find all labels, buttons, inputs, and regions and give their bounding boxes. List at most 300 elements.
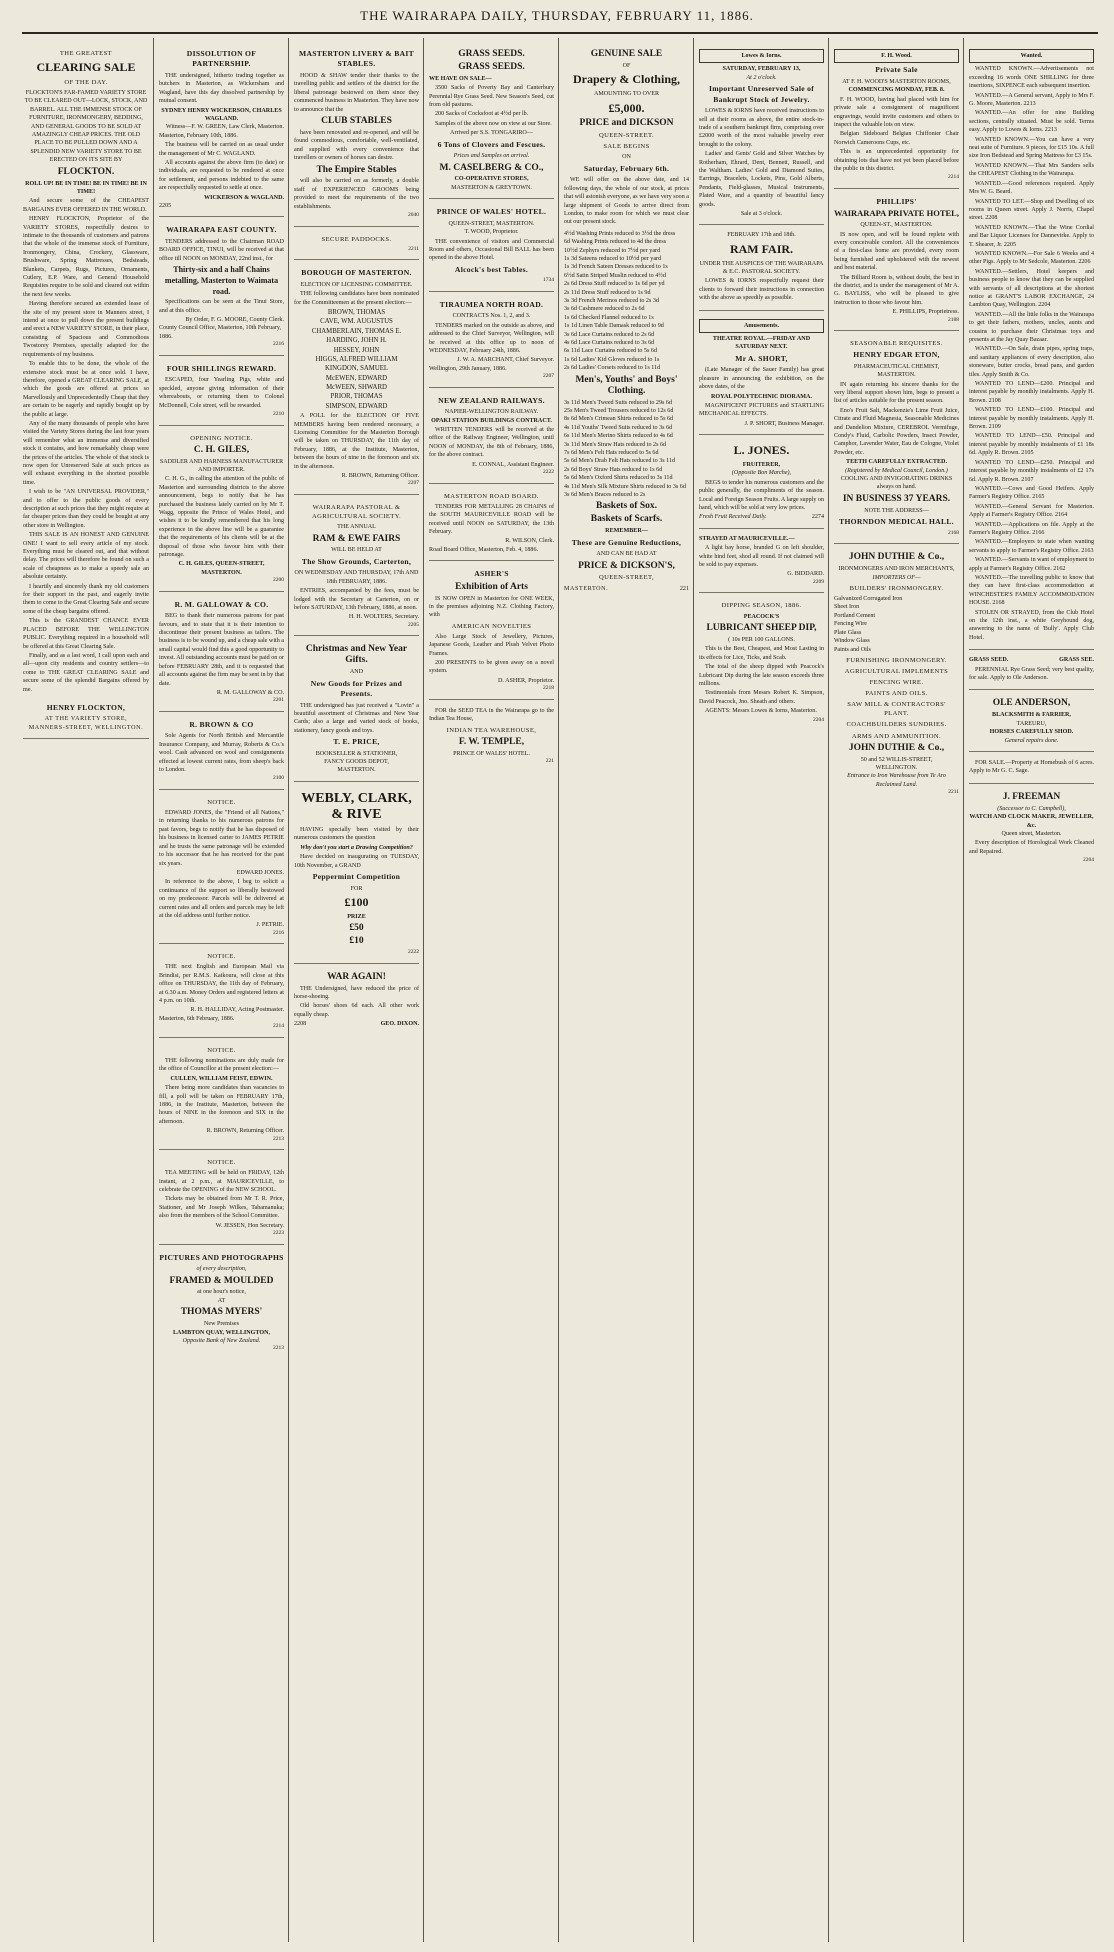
wanted-line: WANTED KNOWN.—That Mrs Sanders sells the CHEAPEST Clothing in the Wairarapa. [969, 162, 1094, 178]
ad-body: HOOD & SHAW tender their thanks to the travelling public and settlers of the district for the liberal patronage bestowed on them since they commenced business in Masterton. They have now to announce that the [294, 72, 419, 113]
ad-text: A POLL for the ELECTION OF FIVE MEMBERS having been rendered necessary, a Licensing Committee for the Masterton Borough will be taken on THURSDAY, the 11th day of February, 1886, at the Institute, Masterton, between the hours of nine in the forenoon and six in the afternoon. [294, 413, 419, 470]
ad-title: GRASS SEEDS. [458, 49, 525, 59]
ad-headline: THE GREATEST [59, 50, 113, 57]
ad-scarfs: Baskets of Scarfs. [590, 514, 663, 525]
ad-body: Sole Agents for North British and Mercantile Insurance Company, and Murray, Roberts & Co.'s wool. Cash advanced on wool and consignments effected at lowest current rates, from sheep's back to London. [159, 733, 284, 773]
price-line: 5s 6d Men's Oxford Shirts reduced to 3s 11d [564, 475, 673, 482]
ad-title: NOTICE. [207, 1159, 236, 1167]
wanted-line: WANTED TO LEND—£50. Principal and interest payable by monthly instalments of £1 18s 6d. Apply R. Brown. 2105 [969, 433, 1094, 457]
ad-body: TENDERS addressed to the Chairman ROAD BOARD OFFICE, TINUI, will be received at that office till NOON on MONDAY, 22nd inst., for [159, 238, 284, 262]
wanted-line: WANTED TO LEND—£100. Principal and interest payable by monthly instalments. Apply H. Brown. 2109 [969, 407, 1094, 431]
ad-body: TENDERS FOR METALLING 28 CHAINS of the SOUTH MAURICEVILLE ROAD will be received until NOON on SATURDAY, the 13th February. [429, 503, 554, 535]
price-line: 2s 6d Ladies' Corsets reduced to 1s 11d [564, 365, 661, 372]
ad-text: of every description, [196, 1266, 247, 1273]
ad-title: GRASS SEED. [969, 657, 1009, 664]
ad-text: Old horses' shoes 6d each. All other work equally cheap. [294, 1003, 419, 1018]
candidate-list [294, 308, 419, 411]
ad-witness: Witness—F. W. GREEN, Law Clerk, Masterton. [165, 124, 284, 131]
ad-gift: 200 PRESENTS to be given away on a novel system. [429, 660, 554, 675]
ad-body: A light bay horse, branded G on left shoulder, white hind feet, shod all round. If not claimed will be sold to pay expenses. [699, 545, 824, 569]
ad-body: ENTRIES, accompanied by the fees, must be lodged with the Secretary at Carterton, on or before SATURDAY, 13th February, 1886, at noon. [294, 588, 419, 611]
wanted-line: WANTED.—The travelling public to know that they can have first-class accommodation at WINCHESTER'S FAMILY ACCOMMODATION HOUSE. 2168 [969, 574, 1094, 607]
wanted-line: WANTED.—A General servant, Apply to Mrs F. G. Moore, Masterton. 2213 [969, 92, 1094, 108]
ad-shop: FANCY GOODS DEPOT, [324, 759, 389, 766]
ad-street: QUEEN-ST., MASTERTON. [860, 222, 933, 229]
duthie-ironmongers-ad [834, 547, 959, 803]
ad-opp: PRINCE OF WALES' HOTEL. [453, 750, 530, 757]
ad-names: CULLEN, WILLIAM FEIST, EDWIN. [170, 1075, 273, 1082]
ad-name: JOHN DUTHIE & Co., [848, 742, 945, 753]
candidate: HARDING, JOHN H. [326, 337, 387, 345]
ad-title: WAIRARAPA EAST COUNTY. [166, 225, 277, 235]
goods-item: Portland Cement [834, 612, 876, 619]
ad-title: WEBLY, CLARK, & RIVE [301, 790, 412, 822]
ad-city: MASTERTON. [877, 372, 916, 379]
ad-text: There being more candidates than vacancies to fill, a poll will be taken on FEBRUARY 17th, 1886, in the Institute, Masterton, between the hours of NINE in the forenoon and SIX in the afternoon. [159, 1085, 284, 1125]
ad-big: Drapery & Clothing, [573, 72, 680, 87]
ad-sub: WILL BE HELD AT [331, 547, 382, 554]
column-6 [693, 38, 828, 1942]
ad-body: TEA MEETING will be held on FRIDAY, 12th instant, at 2 p.m., at MAURICEVILLE, to celebrate the OPENING of the NEW SCHOOL. [159, 1170, 284, 1194]
price-line: 2s 11d Dress Stuff reduced to 1s 9d [564, 289, 651, 296]
candidate: HIGGS, ALFRED WILLIAM [315, 355, 398, 363]
ad-text: The Billiard Room is, without doubt, the best in the district, and is under the management of Mr A. G. BAYLISS, who will be pleased to give instruction to those who favour him. [834, 274, 959, 306]
ad-number: 2201 [273, 697, 284, 704]
ad-sub: INDIAN TEA WAREHOUSE, [446, 726, 537, 734]
ad-number: 2222 [543, 469, 554, 476]
giles-saddler-ad [159, 429, 284, 592]
ad-arrive: Arrived per S.S. TONGARIRO— [450, 130, 533, 137]
ad-number: 2223 [273, 1230, 284, 1237]
ad-big: WAIRARAPA PRIVATE HOTEL, [834, 208, 959, 219]
ad-body: FLOCKTON'S FAR-FAMED VARIETY STORE TO BE CLEARED OUT—LOCK, STOCK, AND BARREL. ALL THE IMMENSE STOCK OF FURNITURE, IRONMONGERY, BEDDING, AND GENERAL GOODS TO BE SOLD AT AMAZINGLY CHEAP PRICES. THE OLD PLACE TO BE PULLED DOWN AND A SPLENDID NEW VARIETY STORE TO BE ERECTED ON ITS SITE BY [24, 89, 148, 164]
ad-body: THE following nominations are duly made for the office of Councillor at the present election:— [159, 1057, 284, 1073]
borough-election-ad [294, 263, 419, 495]
ad-paragraph: THIS SALE IS AN HONEST AND GENUINE ONE! I want to sell every article of my stock. Everything must be cleared out, and that without delay. The prices will therefore be found on such a scale of cheapness as to make a speedy sale an absolute certainty. [23, 532, 149, 581]
ad-title: NEW ZEALAND RAILWAYS. [438, 395, 545, 405]
goods-item: Sheet Iron [834, 604, 860, 611]
ad-remember: REMEMBER— [605, 528, 648, 535]
ad-title: MASTERTON ROAD BOARD. [444, 492, 539, 500]
ad-sign: E. CONNAL, Assistant Engineer. [472, 461, 554, 468]
ad-sub: PAINTS AND OILS. [865, 690, 928, 698]
ad-number: 2216 [273, 929, 284, 936]
ad-street: TAREURU, [1016, 720, 1047, 727]
ad-text: The total of the sheep dipped with Peacock's Lubricant Dip during the late season exceeds three millions. [699, 664, 824, 687]
ad-title: SEASONABLE REQUISITES. [850, 340, 943, 348]
ram-fair-ad [699, 228, 824, 310]
price-line: 2s 6d Dress Stuff reduced to 1s 6d per yd [564, 281, 665, 288]
ad-footer [564, 585, 689, 593]
ad-sign: R. BROWN, Returning Officer. [341, 472, 419, 479]
ad-body: will also be carried on as formerly, a double staff of EXPERIENCED GROOMS being provided to meet the requirements of the two establishments. [294, 178, 419, 210]
ad-terms: Sale at 3 o'clock. [740, 211, 783, 218]
ad-paragraph: This is the GRANDEST CHANCE EVER PLACED BEFORE THE WELLINGTON PUBLIC. Everything required in a household will be offered at this Great Clearing Sale. [23, 618, 149, 650]
prince-of-wales-hotel-ad [429, 202, 554, 292]
ad-sub: THE ANNUAL [337, 524, 376, 531]
flockton-clearing-sale-ad [23, 44, 149, 739]
wanted-line: WANTED.—General Servant for Masterton. Apply at Farmer's Registry Office. 2164 [969, 503, 1094, 519]
ad-sign: R. H. HALLIDAY, Acting Postmaster. [190, 1007, 284, 1014]
candidate: McEWEN, EDWARD [325, 374, 388, 382]
ad-question: Why don't you start a Drawing Competition? [300, 844, 413, 851]
ad-sub: THEATRE ROYAL.—FRIDAY AND SATURDAY NEXT. [712, 336, 811, 351]
price-line: 25s Men's Tweed Trousers reduced to 12s 6d [564, 407, 674, 414]
ad-trade: IRONMONGERS AND IRON MERCHANTS, [838, 566, 955, 573]
ad-sign: GEO. DIXON. [380, 1021, 419, 1028]
ad-title: ASHER'S [474, 569, 509, 579]
ad-body: IS now open, and will be found replete with every conceivable comfort. All the conveniences of a first-class home are provided, every room being furnished and upholstered with the newest and best material. [834, 231, 959, 272]
wanted-line: STOLEN OR STRAYED, from the Club Hotel on the 12th inst., a white Greyhound dog, answering to the name of 'Bully'. Apply Club Hotel. [969, 609, 1094, 641]
ad-paragraph: HENRY FLOCKTON, Proprietor of the VARIETY STORES, respectfully desires to intimate to the thousands of customers and patrons that the whole of the immense stock of Furniture, Ironmongery, China, Crockery, Glassware, Brushware, Spring Mattresses, Bedsteads, Blankets, Carpets, Rugs, Pictures, Ornaments, Cutlery, E.P. Ware, and General Household Requisites require to be sold and cleared out within the next few weeks. [23, 216, 149, 298]
ad-sum: £5,000. [608, 100, 645, 115]
ad-name: HENRY EDGAR ETON, [853, 350, 940, 360]
freeman-watchmaker-ad [969, 787, 1094, 871]
ad-when: ON WEDNESDAY AND THURSDAY, 17th AND 18th FEBRUARY, 1886. [294, 570, 419, 585]
webly-clark-rive-ad [294, 785, 419, 964]
ad-office: County Council Office, Masterton, 10th February, 1886. [159, 325, 282, 340]
wanted-line: WANTED.—Good references required. Apply Mrs W. G. Beard. [969, 180, 1094, 196]
column-5 [558, 38, 693, 1942]
ad-subtitle: OF THE DAY. [64, 78, 108, 86]
ad-co: CO-OPERATIVE STORES, [454, 176, 529, 183]
goods-list [834, 595, 959, 654]
ad-sub: SAW MILL & CONTRACTORS' PLANT. [847, 701, 946, 718]
ad-sub: (Successor to C. Campbell), [997, 805, 1066, 812]
ad-number: 2100 [273, 775, 284, 782]
ad-name: THOMAS MYERS' [180, 1307, 263, 1318]
ad-spec: Specifications can be seen at the Tinui Store, and at this office. [159, 299, 284, 314]
ad-sign: E. PHILLIPS, Proprietress. [892, 309, 959, 316]
lowes-iorns-jewelry-ad [699, 44, 824, 225]
ad-sub: FURNISHING IRONMONGERY. [846, 656, 947, 664]
councillor-notice-ad [159, 1041, 284, 1150]
ad-big: IN BUSINESS 37 YEARS. [842, 493, 951, 504]
ad-big: RAM & EWE FAIRS [312, 533, 401, 544]
ad-coll: COOLING AND INVIGORATING DRINKS always on hand. [840, 476, 953, 491]
ad-and: AND [349, 669, 364, 676]
candidate: CAVE, WM. AUGUSTUS [320, 318, 393, 326]
ad-title: DISSOLUTION OF PARTNERSHIP. [186, 49, 257, 69]
candidate: HESSEY, JOHN [333, 346, 380, 354]
ad-number: 2274 [811, 514, 824, 521]
grass-seeds-ad [429, 44, 554, 199]
ad-text: MAGNIFICENT PICTURES and STARTLING MECHANICAL EFFECTS. [699, 402, 824, 418]
jones-notice-ad [159, 793, 284, 944]
asher-exhibition-ad [429, 564, 554, 700]
candidate: CHAMBERLAIN, THOMAS E. [311, 327, 402, 335]
ad-sub: BUILDERS' IRONMONGERY. [849, 584, 944, 592]
amusements-ad [699, 314, 824, 436]
ad-order: By Order, F. G. MOORE, County Clerk. [185, 317, 284, 324]
ad-body: THE following candidates have been nominated for the Committeemen at the present election:— [294, 291, 419, 306]
ad-prop: T. WOOD, Proprietor. [464, 229, 519, 236]
ad-sign: R. WILSON, Clerk. [505, 538, 554, 545]
ad-footer [294, 1020, 419, 1028]
ad-body: FOR SALE.—Property at Homebush of 6 acres. Apply to Mr G. C. Sage. [969, 759, 1094, 775]
price-line: 3s 11d Men's Tweed Suits reduced to 29s 6d [564, 399, 672, 406]
ad-body: WE will offer on the above date, and 14 following days, the whole of our stock, at prices that will astonish everyone, as we have very soon a large shipment of Goods to arrive direct from London, to make room for which we must clear out our present stock. [564, 177, 689, 226]
wanted-line: WANTED KNOWN.—You can have a very neat suite of Furniture. 9 pieces, for £15 10s. A full size Iron Bedstead and Spring Mattress for £3 15s. [969, 136, 1094, 160]
ad-note: NOTE THE ADDRESS— [864, 507, 929, 514]
ad-paragraph: I heartily and sincerely thank my old customers for their support in the past, and eagerly invite them to come to the Great Clearing Sale and secure some of the cheap bargains offered. [23, 583, 149, 615]
ad-teeth: TEETH CAREFULLY EXTRACTED. [846, 459, 947, 466]
ad-number: 2211 [948, 789, 959, 796]
ad-number: 2168 [948, 529, 959, 536]
ad-number: 2204 [1083, 857, 1094, 864]
ad-show: ROYAL POLYTECHNIC DIORAMA. [711, 393, 812, 400]
ad-sub: New Goods for Prizes and Presents. [310, 678, 403, 699]
ad-body: WE HAVE ON SALE— [429, 75, 492, 82]
ad-name: M. CASELBERG & CO., [439, 162, 544, 173]
ad-shod: HORSES CAREFULLY SHOD. [989, 729, 1074, 736]
ad-number: 2213 [273, 1135, 284, 1142]
ad-paragraph: Finally, and as a last word, I call upon each and all—upon city residents and country settlers—to come to THE GREAT CLEARING SALE and secure some of the splendid Bargains offered by me. [23, 652, 149, 693]
price-line: 8s 6d Men's Crimean Shirts reduced to 5s 6d [564, 416, 674, 423]
ad-trade: BOOKSELLER & STATIONER, [315, 750, 398, 757]
ad-amount: £100 [344, 894, 369, 909]
ad-apply: AND CAN BE HAD AT [596, 551, 657, 558]
ad-names: SYDNEY HENRY WICKERSON, CHARLES WAGLAND. [161, 107, 282, 122]
ad-sub: The Show Grounds, Carterton, [301, 556, 412, 566]
ad-trade: PHARMACEUTICAL CHEMIST, [853, 363, 940, 370]
ad-body: IN again returning his sincere thanks for the very liberal support shown him, begs to present a list of articles suitable for the present season. [834, 381, 959, 405]
ad-hall: THORNDON MEDICAL HALL. [839, 517, 954, 527]
goods-item: Paints and Oils [834, 646, 871, 653]
ad-title: R. BROWN & CO [189, 719, 254, 729]
ad-items: 200 Sacks of Cocksfoot at 4½d per lb. [435, 111, 529, 118]
ad-sub: OPAKI STATION BUILDINGS CONTRACT. [431, 417, 552, 424]
goods-item: Plate Glass [834, 629, 862, 636]
ad-note: Every description of Horological Work Cleaned and Repaired. [969, 840, 1094, 855]
ad-sign: R. M. GALLOWAY & CO. [216, 689, 284, 696]
candidate: SIMPSON, EDWARD [325, 402, 388, 410]
phillips-hotel-ad [834, 192, 959, 331]
goods-item: Window Glass [834, 638, 870, 645]
ad-trade: FRUITERER, [742, 462, 781, 468]
price-line: 1s 3d French Sateen Dresses reduced to 1s [564, 264, 668, 271]
price-line: 6d Washing Prints reduced to 4d the dress [564, 239, 667, 246]
ad-imp: IMPORTERS OF— [872, 574, 921, 581]
ad-text: at one hour's notice, [197, 1289, 246, 1296]
ad-address: LAMBTON QUAY, WELLINGTON, [172, 1329, 271, 1336]
wanted-ads [969, 44, 1094, 650]
ad-number: 2205 [159, 203, 172, 210]
ad-sub: AMERICAN NOVELTIES [451, 622, 532, 630]
wanted-line: WANTED.—Settlers, Hotel keepers and business people to know that they can be supplied with servants of all descriptions at the shortest notice at GRANT'S LABOR EXCHANGE, 24 Lambton Quay, Wellington. 2204 [969, 268, 1094, 309]
ad-paragraph: And secure some of the CHEAPEST BARGAINS EVER OFFERED IN THE WORLD. [23, 198, 149, 213]
ad-shod-sub: General repairs done. [1004, 737, 1059, 744]
wanted-line: WANTED.—Employers to state when wanting servants to apply to Farmer's Registry Office. 2163 [969, 539, 1094, 554]
ad-at: AT F. H. WOOD'S MASTERTON ROOMS, [842, 78, 951, 85]
ad-sub: Private Sale [875, 65, 918, 75]
ad-title: Amusements. [699, 319, 824, 333]
ad-title: NOTICE. [207, 953, 236, 961]
ad-body: THE convenience of visitors and Commercial Room and others, Occasional Bill BALL has been opened in the above Hotel. [429, 238, 554, 262]
ad-title: OPENING NOTICE. [190, 434, 253, 442]
ad-prize: Peppermint Competition [312, 872, 401, 882]
ad-prize-10: £10 [349, 936, 364, 947]
ad-title: TIRAUMEA NORTH ROAD. [439, 299, 544, 309]
column-1 [18, 38, 153, 1942]
tea-meeting-ad [159, 1153, 284, 1245]
ad-number: 2207 [543, 373, 554, 380]
price-line: 5s 6d Men's Drab Felt Hats reduced to 3s 11d [564, 458, 676, 465]
column-8 [963, 38, 1098, 1942]
ad-sub: CLUB STABLES [321, 115, 392, 126]
war-again-ad [294, 967, 419, 1035]
ad-cert: Testimonials from Messrs Robert K. Simpson, David Peacock, Jno. Sheath and others. [699, 690, 824, 705]
price-line: 4s 11d Youths' Tweed Suits reduced to 3s 6d [564, 424, 673, 431]
ad-title: R. M. GALLOWAY & CO. [174, 599, 269, 609]
ad-ton: 6 Tons of Clovers and Fescues. [437, 139, 546, 149]
ad-title: WAR AGAIN! [327, 971, 386, 982]
ad-date: Saturday, February 6th. [583, 163, 670, 173]
ad-number: 2214 [273, 1023, 284, 1030]
ad-body: have been renovated and re-opened, and will be found commodious, comfortable, well-ventilated, and supplied with every convenience that travellers or owners of horses can desire. [294, 129, 419, 162]
ad-list: Ladies' and Gents' Gold and Silver Watches by Rotherham, Ehrard, Dent, Bennett, Russell, and the Waltham. Ladies' Gold and Diamond Suites, Earrings, Bracelets, Lockets, Pins, Gold Alberts, Pendants, Field-glasses, Musical Instruments, Plated Ware, and a quantity of beautiful fancy goods. [699, 151, 824, 208]
price-line: 3s 6d Cashmere reduced to 2s 6d [564, 306, 645, 313]
ad-city: WELLINGTON. [875, 764, 918, 771]
ad-cry: ROLL UP! BE IN TIME! BE IN TIME! BE IN TIME! [25, 180, 147, 195]
dissolution-ad [159, 44, 284, 217]
ad-body: WRITTEN TENDERS will be received at the office of the Railway Engineer, Wellington, until NOON of MONDAY, the 8th of February, 1886, for the above contract. [429, 427, 554, 459]
ad-firm: PRICE and DICKSON [579, 118, 674, 129]
ad-date: COMMENCING MONDAY, FEB. 8. [848, 87, 945, 94]
ad-title: PHILLIPS' [876, 196, 917, 206]
ad-body: PERENNIAL Rye Grass Seed; very best quality, for sale. Apply to Ole Anderson. [969, 666, 1094, 682]
ad-ref: In reference to the above, I beg to solicit a continuance of the support so liberally bestowed on my predecessor. Parcels will be delivered at current rates and all orders and parcels may be left at the old address until further notice. [159, 879, 284, 919]
ad-name: FLOCKTON. [57, 166, 115, 177]
ad-number: 2216 [273, 341, 284, 348]
ad-city: MANNERS-STREET, WELLINGTON. [28, 724, 144, 731]
ad-price: ( 10s PER 100 GALLONS. [728, 636, 795, 643]
ad-title: MASTERTON LIVERY & BAIT STABLES. [298, 49, 415, 69]
ad-opp: (Opposite Bon Marche), [731, 470, 792, 477]
ad-address: Queen street, Masterton. [1001, 830, 1062, 837]
newspaper-columns [18, 38, 1100, 1942]
ad-amount-label: AMOUNTING TO OVER [593, 91, 660, 98]
ad-signature: HENRY FLOCKTON, [46, 702, 126, 712]
mail-notice-ad [159, 947, 284, 1038]
ad-street: QUEEN-STREET. [598, 132, 655, 140]
candidate: KINGDON, SAMUEL [324, 365, 389, 373]
goods-item: Galvanized Corrugated Iron [834, 596, 903, 603]
brown-co-ad [159, 715, 284, 790]
price-line: 1s 1d Linen Table Damask reduced to 9d [564, 323, 664, 330]
ad-body: BEG to thank their numerous patrons for past favours, and to state that it is their intention to discontinue their present business as tailors. The business is to be wound up, and a cheap sale with a small capital would find this a good opportunity to invest. All outstanding accounts must be paid on or before FEBRUARY 28th, and it is requested that all accounts against the firm may be sent in by that date. [159, 613, 284, 687]
ram-ewe-fairs-ad [294, 498, 419, 636]
ad-body: (Late Manager of the Sauer Family) has great pleasure in announcing the exhibition, on the above dates, of the [699, 367, 824, 391]
ad-sale: SALE BEGINS [603, 143, 650, 151]
ad-name: Mr A. SHORT, [735, 353, 788, 363]
ad-big: FRAMED & MOULDED [169, 1275, 274, 1286]
price-line: 3s 3d French Merinos reduced to 2s 3d [564, 298, 659, 304]
ad-sub: NAPIER-WELLINGTON RAILWAY. [444, 409, 539, 416]
nz-railways-ad [429, 391, 554, 484]
ad-body: LOWES & IORNS respectfully request their clients to forward their instructions in connection with the above as speedily as possible. [699, 278, 824, 302]
ad-sub: FENCING WIRE. [869, 679, 924, 687]
ad-title: NOTICE. [207, 798, 236, 806]
price-line: 4½d Washing Prints reduced to 3½d the dress [564, 230, 676, 237]
ad-item: Thirty-six and a half Chains metalling, Masterton to Waimata road. [164, 265, 279, 297]
christmas-gifts-ad [294, 639, 419, 782]
myers-pictures-ad [159, 1248, 284, 1359]
ad-city: Wellington, 29th January, 1886. [429, 365, 507, 372]
ad-trade: BLACKSMITH & FARRIER, [992, 712, 1071, 719]
ad-trade: SADDLER AND HARNESS MANUFACTURER AND IMPORTER. [159, 458, 284, 473]
ad-text: Have decided on inaugurating on TUESDAY, 10th November, a GRAND [294, 854, 419, 869]
price-line: 1s 3d Sateens reduced to 10½d per yard [564, 255, 662, 262]
ad-title: Wanted. [969, 49, 1094, 63]
livery-stables-ad [294, 44, 419, 227]
ad-body: HAVING specially been visited by their numerous customers the question [294, 827, 419, 842]
wanted-line: WANTED TO LEND—£250. Principal and interest payable by monthly instalments of £2 17s 6d. Apply R. Brown. 2107 [969, 459, 1094, 483]
ad-sub: Exhibition of Arts [455, 581, 528, 592]
ad-body: This is the Best, Cheapest, and Most Lasting in its effects for Lice, Ticks, and Scab. [699, 646, 824, 661]
ad-body: THE Undersigned, have reduced the price of horse-shoeing. [294, 985, 419, 1000]
eton-chemist-ad [834, 334, 959, 544]
ad-paragraph: To enable this to be done, the whole of the extensive stock must be at once sold. I have, therefore, opened a GREAT CLEARING SALE, at which the goods are offered at prices so Marvellously and Unprecedentedly Cheap that they are certain to be eagerly and rapidly bought up by the public at large. [23, 361, 149, 418]
ad-items: 3500 Sacks of Poverty Bay and Canterbury Perennial Rye Grass Seed. New Season's Seed, cut from old pastures. [429, 85, 554, 109]
ad-city: MASTERTON. [564, 585, 609, 592]
ad-title: DIPPING SEASON, 1886. [721, 602, 802, 610]
ad-title: PRINCE OF WALES' HOTEL. [436, 207, 547, 217]
ad-title: PICTURES AND PHOTOGRAPHS [159, 1252, 284, 1262]
ad-address: 50 and 52 WILLIS-STREET, [860, 756, 933, 763]
ad-city: MASTERTON & GREYTOWN. [451, 184, 532, 191]
ad-title: Lowes & Iorns. [699, 49, 824, 63]
ad-firm: PRICE & DICKSON'S, [578, 560, 675, 571]
road-board-ad [429, 487, 554, 562]
candidate: McWEEN, SHWARD [326, 384, 387, 391]
tiraumea-road-ad [429, 295, 554, 388]
wanted-line: WANTED TO LEND—£200. Principal and interest payable by monthly instalments. Apply H. Brown. 2108 [969, 381, 1094, 404]
ad-sign: EDWARD JONES. [236, 869, 284, 876]
ad-address: AT THE VARIETY STORE, [44, 716, 128, 723]
price-line: 1s 6d Ladies' Kid Gloves reduced to 1s [564, 356, 660, 363]
ad-title: GENUINE SALE [590, 49, 663, 59]
column-3 [288, 38, 423, 1942]
ad-number: 2188 [948, 316, 959, 323]
ad-sign: J. P. SHORT, Business Manager. [744, 420, 824, 427]
ad-big: LUBRICANT SHEEP DIP, [706, 622, 817, 633]
ad-trade: WATCH AND CLOCK MAKER, JEWELLER, &c. [969, 814, 1094, 829]
paddocks-ad [294, 230, 419, 261]
ad-text: Tickets may be obtained from Mr T. R. Price, Stationer, and Mr Joseph Wilkes, Tabamanuka; also from the members of the School Committee. [159, 1196, 284, 1220]
ad-sign: J. PETRIE. [256, 922, 284, 929]
ad-sign: J. W. A. MARCHANT, Chief Surveyor. [457, 357, 554, 364]
ad-sign: R. BROWN, Returning Officer. [206, 1128, 284, 1135]
galloway-ad [159, 595, 284, 712]
ad-number: 2040 [408, 212, 419, 219]
wanted-line: WANTED.—On Sale, drain pipes, spring traps, and sanitary appliances of every description, also stoneware, butter crocks, bread pans, and garden tiles. Apply Smith & Co. [969, 346, 1094, 378]
price-line: 6s 11d Lace Curtains reduced to 5s 6d [564, 348, 658, 355]
ad-sign: G. BIDDARD. [787, 571, 824, 578]
ad-number: 2209 [813, 578, 824, 585]
ad-sign: C. H. GILES, QUEEN-STREET, MASTERTON. [178, 561, 265, 576]
ad-number: 2222 [408, 949, 419, 955]
ad-body: IS NOW OPEN in Masterton for ONE WEEK, in the premises adjoining N.Z. Clothing Factory, with [429, 595, 554, 619]
ad-sub: Men's, Youths' and Boys' Clothing. [575, 374, 678, 396]
ad-name: T. E. PRICE, [333, 737, 380, 747]
ad-body: THE undersigned, hitherto trading together as butchers in Masterton, as Wickersham and Wagland, have this day dissolved partnership by mutual consent. [159, 72, 284, 105]
ad-agents: AGENTS: Messrs Lowes & Iorns, Masterton. [705, 708, 817, 715]
goods-item: Fencing Wire [834, 621, 867, 628]
wood-private-sale-ad [834, 44, 959, 189]
ad-big: Important Unreserved Sale of Bankrupt Stock of Jewelry. [708, 84, 815, 104]
ad-city: Road Board Office, Masterton, Feb. 4, 1886. [429, 546, 539, 553]
